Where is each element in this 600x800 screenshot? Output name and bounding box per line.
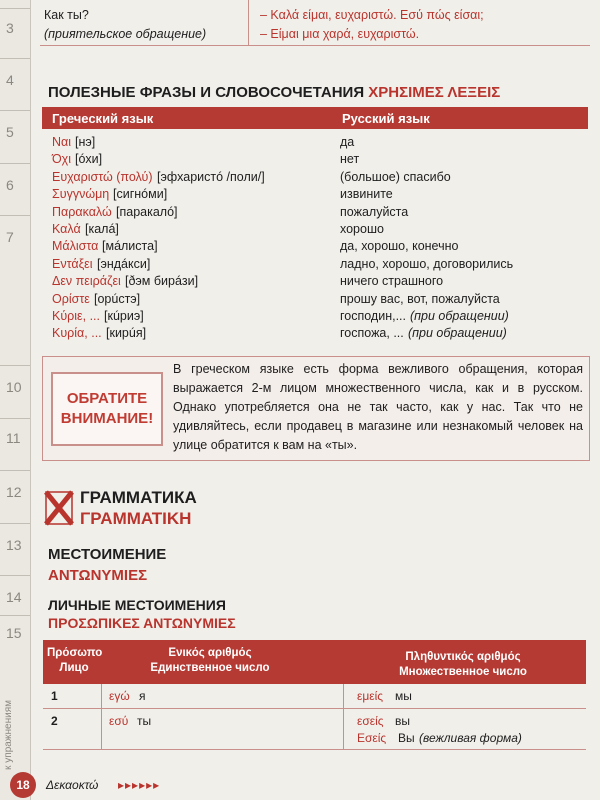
phrases-title-gr: ΧΡΗΣΙΜΕΣ ΛΕΞΕΙΣ: [368, 84, 501, 101]
phrase-russian: нет: [340, 152, 360, 167]
phrase-russian-note: (при обращении): [410, 309, 509, 323]
phrase-greek: Μάλιστα: [52, 239, 99, 254]
attention-note: [42, 356, 590, 461]
page-number: 18: [10, 772, 36, 798]
dialogue-line: – Καλά είμαι, ευχαριστώ. Εσύ πώς είσαι;: [260, 8, 484, 22]
phrase-greek: Κυρία, ...: [52, 326, 102, 341]
phrase-russian: хорошо: [340, 222, 384, 236]
phrase-transcription: [калá]: [85, 222, 119, 236]
dialogue-line: – Είμαι μια χαρά, ευχαριστώ.: [260, 27, 420, 41]
chapter-number: 4: [6, 72, 14, 88]
col-greek: Греческий язык: [52, 111, 154, 126]
chapter-number: 7: [6, 229, 14, 245]
phrase-transcription: [эфхаристó /поли/]: [157, 169, 265, 184]
phrase-greek: Ναι: [52, 135, 72, 149]
phrase-transcription: [мáлиста]: [102, 239, 158, 254]
attention-text: В греческом языке есть форма вежливого обращения, которая выражается 2-м лицом множественного числа, как и в русском. Однако употребляется она не так часто, как у нас. Так что не удивляйтесь, если продавец в магазине или незнакомый человек на улице обратится к вам на «ты».: [173, 362, 583, 452]
dialogue-line: Как ты?: [44, 8, 89, 22]
phrase-transcription: [кирúя]: [106, 326, 147, 341]
phrase-russian: госпожа, ...: [340, 326, 404, 341]
phrase-greek: Ορίστε: [52, 291, 90, 306]
chapter-number: 10: [6, 379, 22, 395]
chapter-number: 6: [6, 177, 14, 193]
personal-pronouns-heading: ЛИЧНЫЕ МЕСТОИМЕНИЯ: [48, 597, 226, 613]
grammar-title: ГРАММАТИКА: [80, 488, 197, 507]
chapter-number: 15: [6, 625, 22, 641]
phrase-greek: Ευχαριστώ (πολύ): [52, 169, 153, 184]
grammar-title-greek: ΓΡΑΜΜΑΤΙΚΗ: [80, 509, 192, 528]
phrase-greek: Κύριε, ...: [52, 309, 100, 323]
dialogue-note: (приятельское обращение): [44, 27, 207, 41]
phrase-greek: Όχι: [52, 152, 72, 167]
phrase-russian-note: (при обращении): [408, 326, 507, 341]
table-row: 2 εσύ ты εσείς вы Εσείς Вы (вежливая форма): [43, 709, 586, 750]
phrase-russian: ничего страшного: [340, 274, 444, 289]
phrase-transcription: [эндáкси]: [97, 256, 151, 271]
phrase-russian: да: [340, 135, 355, 149]
phrase-greek: Δεν πειράζει: [52, 274, 121, 289]
header-person: Πρόσωπο Лицо: [47, 647, 103, 674]
chapter-sidebar: [0, 0, 31, 800]
col-russian: Русский язык: [342, 111, 430, 126]
phrase-transcription: [орúстэ]: [94, 291, 141, 306]
footer-arrows: ▸▸▸▸▸▸: [118, 778, 161, 792]
dialogue-table: [40, 0, 590, 46]
phrases-title-ru: ПОЛЕЗНЫЕ ФРАЗЫ И СЛОВОСОЧЕТАНИЯ: [48, 84, 365, 101]
personal-pronouns-heading-greek: ΠΡΟΣΩΠΙΚΕΣ ΑΝΤΩΝΥΜΙΕΣ: [48, 615, 236, 631]
header-plural: Πληθυντικός αριθμός Множественное число: [399, 651, 527, 678]
phrase-transcription: [óхи]: [75, 152, 103, 167]
chapter-number: 5: [6, 124, 14, 140]
sidebar-vertical-label: к упражнениям: [3, 700, 14, 770]
phrase-greek: Εντάξει: [52, 256, 93, 271]
phrases-table-header: [42, 107, 588, 129]
phrase-greek: Παρακαλώ: [52, 204, 112, 219]
chapter-number: 14: [6, 589, 22, 605]
phrase-transcription: [паракалó]: [116, 204, 178, 219]
phrase-russian: да, хорошо, конечно: [340, 239, 459, 254]
phrase-russian: ладно, хорошо, договорились: [340, 256, 514, 271]
table-row: 1 εγώ я εμείς мы: [43, 684, 586, 709]
pronoun-heading: МЕСТОИМЕНИЕ: [48, 546, 167, 563]
phrase-russian: прошу вас, вот, пожалуйста: [340, 291, 500, 306]
phrase-transcription: [ðэм бирáзи]: [125, 274, 199, 289]
phrase-transcription: [кúриэ]: [104, 309, 144, 323]
phrase-russian: (большое) спасибо: [340, 169, 451, 184]
phrase-russian: извините: [340, 187, 393, 202]
page-number-word: Δεκαοκτώ: [46, 778, 99, 792]
phrase-greek: Καλά: [52, 222, 81, 236]
chapter-number: 12: [6, 484, 22, 500]
attention-label: ОБРАТИТЕ ВНИМАНИЕ!: [51, 372, 163, 446]
phrase-russian: пожалуйста: [340, 204, 409, 219]
phrase-transcription: [сигнóми]: [113, 187, 168, 202]
pronoun-heading-greek: ΑΝΤΩΝΥΜΙΕΣ: [48, 567, 148, 584]
header-singular: Ενικός αριθμός Единственное число: [150, 647, 270, 674]
phrases-heading: [48, 84, 500, 101]
phrase-transcription: [нэ]: [75, 135, 96, 149]
chapter-number: 3: [6, 20, 14, 36]
phrase-greek: Συγγνώμη: [52, 187, 110, 202]
pronoun-table-header: [43, 640, 586, 684]
chapter-number: 11: [6, 430, 21, 446]
grammar-icon: [44, 490, 74, 526]
chapter-number: 13: [6, 537, 22, 553]
phrase-russian: господин,...: [340, 309, 407, 323]
